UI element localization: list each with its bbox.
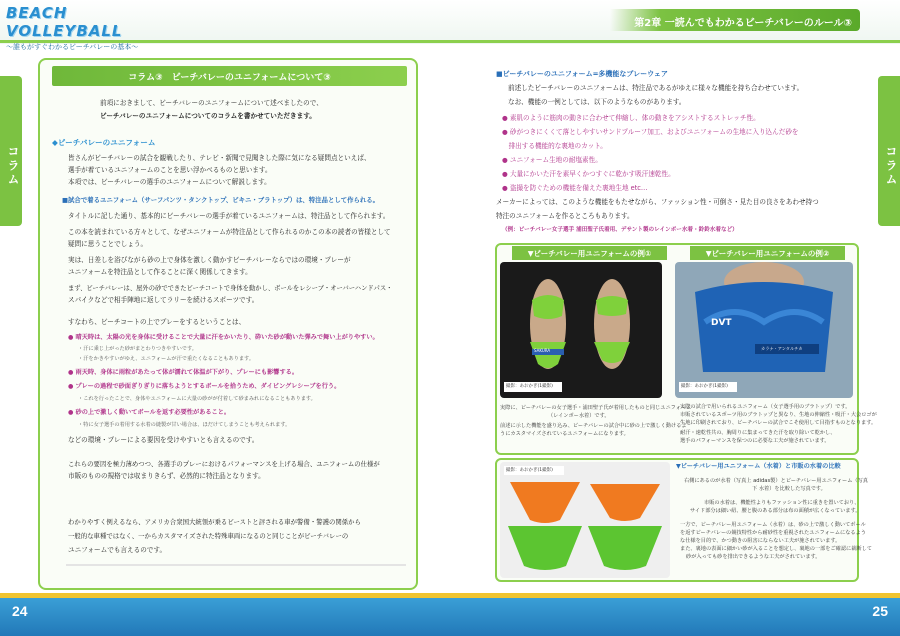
bra-top-illustration: [675, 262, 853, 398]
paragraph-line: まず、ビーチバレーは、屋外の砂でできたビーチコートで身体を動かし、ボールをレシーブ・オーバーハンドパス・: [68, 285, 393, 292]
swimwear-illustration: [500, 462, 670, 578]
feature-item: ● 砂がつきにくくて落としやすいサンドプルーフ加工、およびユニフォームの生地に入り込んだ砂を: [502, 128, 799, 136]
example-2-title: ▼ビーチバレー用ユニフォームの例②: [690, 246, 845, 260]
photo-label-brand: カラナ・アンタルチカ: [761, 346, 803, 351]
caption-line: 選手のパフォーマンスを保つのに必要な工夫が施されています。: [680, 438, 830, 444]
comparison-title: ▼ビーチバレー用ユニフォーム（水着）と市販の水着の比較: [676, 463, 841, 470]
caption-line: 砂が入っても砂を排出できるような工夫がされています。: [686, 554, 821, 560]
caption-line: 生地に印刷されており、ビーチバレーの試合でこそ使用して目指すものとなります。: [680, 420, 877, 426]
paragraph-line: すなわち、ビーチコートの上でプレーをするということは、: [68, 318, 246, 326]
caption-line: 下 水着）を比較した写真です。: [752, 486, 826, 492]
caption-line: 右側にあるのが水着（写真上 adidas製）とビーチバレー用ユニフォーム（写真: [684, 478, 868, 484]
page-number-right: 25: [872, 603, 888, 619]
paragraph-line: 疑問に思うことでしょう。: [68, 240, 148, 248]
list-subitem: ・汗をかきやすいがゆえ、ユニフォームが汗で重たくなることもあります。: [78, 356, 255, 362]
paragraph-line: わかりやすく例えるなら、アメリカ合衆国大統領が乗るビーストと評される車が警備・警護の関係から: [68, 518, 361, 526]
header-rule: [0, 40, 900, 43]
paragraph-line: などの環境・プレーによる要因を受けやすいとも言えるのです。: [68, 436, 259, 444]
paragraph-line: ユニフォームを特注品として作ることに深く関係してきます。: [68, 268, 252, 276]
caption-line: また、裏地の表面に細かい砂が入ることを想定し、裏地の一部をご確認に裁断して: [680, 546, 872, 552]
photo-credit: 撮影：あおかぎ(1撮影): [506, 384, 553, 389]
list-item: ● プレーの過程で砂面ぎりぎりに落ちようとするボールを拾うため、ダイビングレシーブを行う。: [68, 383, 341, 390]
example-note: （例：ビーチバレー女子選手 浦田聖子氏着用、デサント製のレインボー水着・鈴鈴水着など）: [502, 227, 738, 233]
paragraph-line: 選手が着ているユニフォームのことを思い浮かべるものと思います。: [68, 166, 272, 174]
paragraph-line: 特注のユニフォームを作るところもあります。: [496, 212, 634, 220]
caption-line: を返すビーチバレーの競技特性から耐砂性を重視されたユニフォームになるよう: [680, 530, 866, 536]
footer-bar: [0, 598, 900, 636]
right-side-tab: コラム: [878, 76, 900, 226]
photo-label-sakura: SAKURA: [534, 348, 551, 353]
feature-item: ● 大量にかいた汗を素早くかつすぐに乾かす吸汗速乾性。: [502, 170, 675, 178]
caption-line: 前述に示した機能を盛り込み、ビーチバレーの試合中に砂の上で激しく動けるよ: [500, 423, 687, 429]
caption-line: 市販されているスポーツ用のブラトップと異なり、生地の伸縮性・吸汗・大会ロゴが: [680, 412, 877, 418]
subheading-custom-made: ■試合で着るユニフォーム（サーフパンツ・タンクトップ、ビキニ・ブラトップ）は、特注品として作られる。: [62, 196, 380, 204]
paragraph-line: 前述したビーチバレーのユニフォームは、特注品であるがゆえに様々な機能を持ち合わせています。: [508, 84, 804, 92]
page-number-left: 24: [12, 603, 28, 619]
photo-credit: 撮影：あおかぎ(1撮影): [506, 468, 553, 473]
caption-line: 実際の試合で用いられるユニフォーム（女子選手用のブラトップ）です。: [680, 404, 851, 410]
intro-line-1: 前項におきまして、ビーチバレーのユニフォームについて述べましたので、: [100, 99, 323, 107]
paragraph-line: 市販のものの規格では収まりきらず、必然的に特注品となります。: [68, 472, 265, 480]
list-item: ● 晴天時は、太陽の光を身体に受けることで大量に汗をかいたり、砕いた砂が動いた弾みで舞い上がりやすい。: [68, 334, 379, 341]
logo: [6, 4, 156, 51]
list-subitem: ・特に女子選手の着用する水着の縫製が甘い場合は、ほだけてしまうことも考えられます。: [78, 422, 291, 428]
paragraph-line: この本を読まれている方々として、なぜユニフォームが特注品として作られるのかこの本の読者の皆様として: [68, 228, 391, 236]
photo-label-logo: DVT: [711, 318, 732, 328]
example-1-title: ▼ビーチバレー用ユニフォームの例①: [512, 246, 667, 260]
paragraph-line: スパイクなどで相手陣地に返してラリーを続けるスポーツです。: [68, 296, 259, 304]
paragraph-line: 皆さんがビーチバレーの試合を観戦したり、テレビ・新聞で見聞きした際に気になる疑問点といえば、: [68, 154, 371, 162]
section-heading-uniform: ◆ビーチバレーのユニフォーム: [52, 138, 156, 147]
chapter-title: 第2章 一読んでもわかるビーチバレーのルール③: [610, 9, 860, 31]
paragraph-line: タイトルに記した通り、基本的にビーチバレーの選手が着ているユニフォームは、特注品として作られます。: [68, 212, 390, 220]
caption-line: 実際に、ビーチバレーの女子選手・浦田聖子氏が着用したものと同じユニフォーム: [500, 405, 692, 411]
paragraph-line: メーカーによっては、このような機能をもたせながら、ファッション性・可倒さ・見た目の良さをあわせ持つ: [496, 198, 819, 206]
column-title: コラム③ ビーチバレーのユニフォームについて③: [52, 66, 407, 86]
paragraph-line: 本項では、ビーチバレーの選手のユニフォームについて解説します。: [68, 178, 271, 186]
list-subitem: ・汗に乗じ上がった砂がまとわりつきやすいです。: [78, 346, 197, 352]
left-side-tab: コラム: [0, 76, 22, 226]
caption-line: 耐汗・速乾性共の、胸周りに集まってきた汗を取り除いて乾かし、: [680, 430, 836, 436]
feature-item: ● 盗撮を防ぐための機能を備えた裏地生地 etc…: [502, 184, 648, 192]
paragraph-line: なお、機能の一例としては、以下のようなものがあります。: [508, 98, 686, 106]
feature-item: 排出する機能的な裏地のカット。: [502, 142, 607, 150]
caption-line: （レインボー水着）です。: [548, 413, 610, 419]
photo-credit: 撮影：あおかぎ(1撮影): [681, 384, 728, 389]
logo-title: BEACH VOLLEYBALL: [6, 4, 123, 40]
photo-bra-top-uniform: [675, 262, 853, 398]
paragraph-line: 一般的な車種ではなく、一からカスタマイズされた特殊車両になるのと同じことがビーチバレーの: [68, 532, 349, 540]
list-item: ● 雨天時、身体に雨粒があたって体が濡れて体温が下がり、プレーにも影響する。: [68, 369, 299, 376]
paragraph-line: 実は、日差しを浴びながら砂の上で身体を激しく動かすビーチバレーならではの環境・プレーが: [68, 256, 351, 264]
feature-item: ● 素肌のように筋肉の動きに合わせて伸縮し、体の動きをアシストするストレッチ性。: [502, 114, 760, 122]
paragraph-line: ユニフォームでも言えるのです。: [68, 546, 167, 554]
photo-bikini-uniform: [500, 262, 662, 398]
caption-line: 一方で、ビーチバレー用ユニフォーム（水着）は、砂の上で激しく動いてボール: [680, 522, 866, 528]
feature-item: ● ユニフォーム生地の耐塩素性。: [502, 156, 602, 164]
intro-line-2: ビーチバレーのユニフォームについてのコラムを書かせていただきます。: [100, 112, 316, 120]
caption-line: 市販の水着は、機能性よりもファッション性に重きを置いており、: [704, 500, 860, 506]
caption-line: サイド部分は細い紐、腰と腹のある部分は布の面積が広くなっています。: [690, 508, 861, 514]
caption-line: うにカスタマイズされているユニフォームになります。: [500, 431, 629, 437]
right-section-heading: ■ビーチバレーのユニフォーム=多機能なプレーウェア: [496, 70, 668, 78]
bikini-illustration: [500, 262, 662, 398]
caption-line: な仕様を目的で、かつ動きの阻害にならない工夫が施されています。: [680, 538, 841, 544]
paragraph-line: これらの要因を極力薄めつつ、各選手のプレーにおけるパフォーマンスを上げる場合、ユニフォームの仕様が: [68, 460, 380, 468]
photo-swimwear-comparison: [500, 462, 670, 578]
list-item: ● 砂の上で激しく動いてボールを返す必要性があること。: [68, 409, 231, 416]
list-subitem: ・これを行ったことで、身体やユニフォームに大量の砂がが付着して砂まみれになることもあります。: [78, 396, 316, 402]
logo-subtitle: 〜誰もがすぐわかるビーチバレーの基本〜: [6, 43, 139, 51]
